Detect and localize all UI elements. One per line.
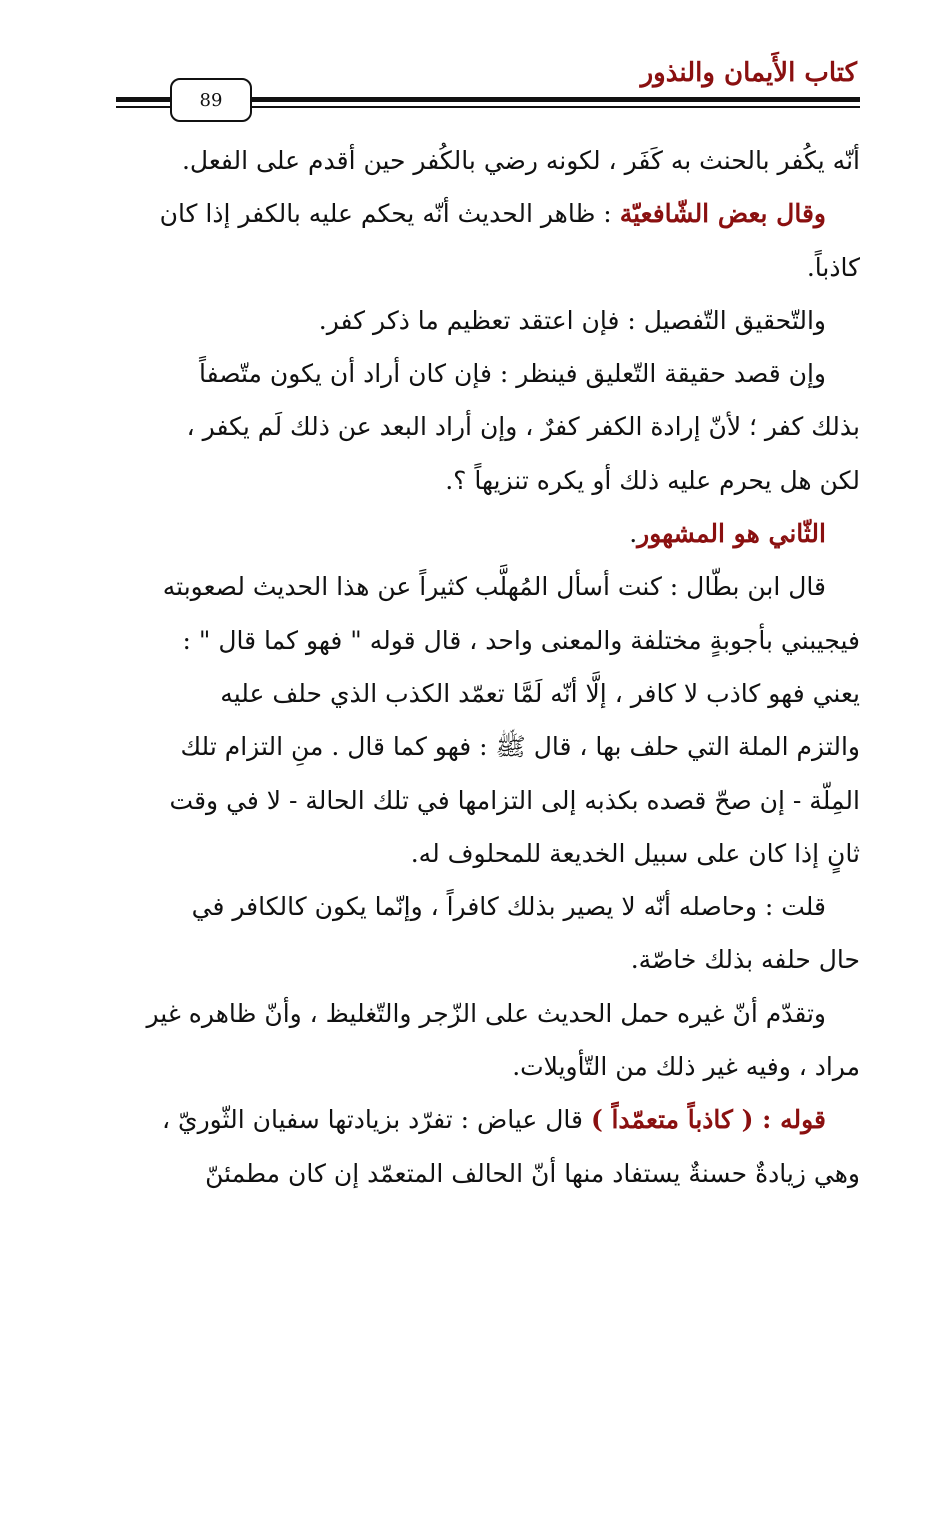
highlighted-phrase: وقال بعض الشّافعيّة bbox=[619, 199, 826, 229]
text-line bbox=[115, 614, 860, 667]
highlighted-phrase: قوله : ( كاذباً متعمّداً ) bbox=[590, 1105, 826, 1135]
line-text: مراد ، وفيه غير ذلك من التّأويلات. bbox=[512, 1052, 860, 1082]
text-line bbox=[115, 933, 860, 986]
line-text: فيجيبني بأجوبةٍ مختلفة والمعنى واحد ، قال قوله " فهو كما قال " : bbox=[182, 625, 860, 655]
line-text: وإن قصد حقيقة التّعليق فينظر : فإن كان أراد أن يكون متّصفاً bbox=[199, 359, 826, 389]
line-text: قال عياض : تفرّد بزيادتها سفيان الثّوريّ ، bbox=[161, 1105, 591, 1135]
line-text: ثانٍ إذا كان على سبيل الخديعة للمحلوف له. bbox=[410, 838, 860, 868]
line-text: أنّه يكُفر بالحنث به كَفَر ، لكونه رضي بالكُفر حين أقدم على الفعل. bbox=[181, 146, 860, 175]
text-line bbox=[115, 507, 860, 560]
text-line bbox=[115, 241, 860, 294]
line-text: حال حلفه بذلك خاصّة. bbox=[630, 945, 860, 975]
line-text: وتقدّم أنّ غيره حمل الحديث على الزّجر والتّغليظ ، وأنّ ظاهره غير bbox=[146, 998, 826, 1028]
line-text: والتّحقيق التّفصيل : فإن اعتقد تعظيم ما ذكر كفر. bbox=[318, 305, 826, 335]
line-text: . bbox=[629, 519, 638, 549]
text-line bbox=[115, 1040, 860, 1093]
text-line bbox=[115, 347, 860, 400]
text-line bbox=[115, 774, 860, 827]
line-text: بذلك كفر ؛ لأنّ إرادة الكفر كفرٌ ، وإن أراد البعد عن ذلك لَم يكفر ، bbox=[186, 412, 860, 442]
page-number: 89 bbox=[170, 78, 252, 122]
text-line bbox=[115, 187, 860, 240]
line-text: لكن هل يحرم عليه ذلك أو يكره تنزيهاً ؟. bbox=[445, 465, 860, 495]
line-text: قال ابن بطّال : كنت أسأل المُهلَّب كثيراً عن هذا الحديث لصعوبته bbox=[162, 572, 826, 602]
line-text: والتزم الملة التي حلف بها ، قال ﷺ : فهو كما قال . منِ التزام تلك bbox=[180, 732, 860, 762]
line-text: يعني فهو كاذب لا كافر ، إلَّا أنّه لَمَّا تعمّد الكذب الذي حلف عليه bbox=[220, 678, 860, 708]
text-line bbox=[115, 880, 860, 933]
highlighted-phrase: الثّاني هو المشهور bbox=[637, 519, 826, 549]
text-line bbox=[115, 667, 860, 720]
text-line bbox=[115, 720, 860, 773]
text-line bbox=[115, 134, 860, 187]
body-text bbox=[115, 134, 860, 1200]
book-title: كتاب الأَيمان والنذور bbox=[640, 58, 857, 88]
text-line bbox=[115, 560, 860, 613]
line-text: المِلّة - إن صحّ قصده بكذبه إلى التزامها في تلك الحالة - لا في وقت bbox=[169, 785, 860, 815]
line-text: : ظاهر الحديث أنّه يحكم عليه بالكفر إذا كان bbox=[159, 199, 620, 229]
text-line bbox=[115, 987, 860, 1040]
text-line bbox=[115, 294, 860, 347]
text-line bbox=[115, 1093, 860, 1146]
line-text: وهي زيادةٌ حسنةٌ يستفاد منها أنّ الحالف المتعمّد إن كان مطمئنّ bbox=[205, 1158, 860, 1188]
line-text: كاذباً. bbox=[806, 252, 860, 282]
text-line bbox=[115, 1147, 860, 1200]
text-line bbox=[115, 454, 860, 507]
line-text: قلت : وحاصله أنّه لا يصير بذلك كافراً ، وإنّما يكون كالكافر في bbox=[191, 892, 826, 922]
text-line bbox=[115, 400, 860, 453]
text-line bbox=[115, 827, 860, 880]
